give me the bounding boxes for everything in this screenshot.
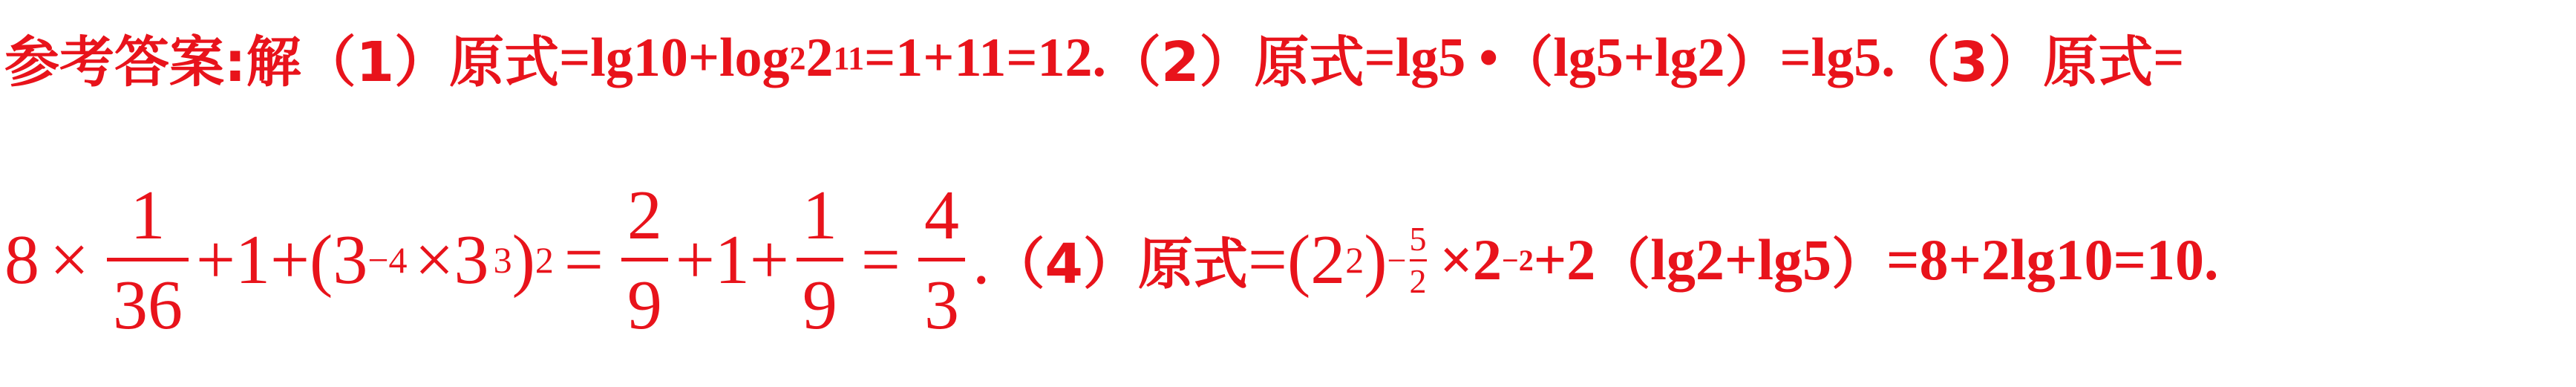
part-1-number: （1） bbox=[301, 30, 450, 94]
answer-label: 参考答案:解 bbox=[4, 30, 301, 94]
part-2-expr-b: lg5+lg2 bbox=[1553, 27, 1725, 88]
part-4-lparen: （ bbox=[1595, 232, 1651, 296]
exponent-fraction-numerator: 5 bbox=[1409, 219, 1427, 258]
part-4-expr-c: +2 bbox=[1533, 227, 1596, 292]
fraction-denominator: 9 bbox=[627, 266, 662, 344]
part-1-word: 原式 bbox=[449, 30, 560, 94]
part-2-word: 原式 bbox=[1254, 30, 1364, 94]
part-1-exponent: 11 bbox=[833, 39, 865, 77]
part-2-number: （2） bbox=[1106, 30, 1255, 94]
fraction-numerator: 4 bbox=[923, 176, 959, 254]
part-1-expr-b: 2 bbox=[805, 27, 834, 88]
part-4-exponent: −2 bbox=[1501, 243, 1534, 277]
period: . bbox=[972, 221, 990, 299]
plus-one-paren: +1+(3 bbox=[196, 221, 368, 299]
part-3-number: （3） bbox=[1895, 30, 2044, 94]
times-sign: × bbox=[50, 221, 90, 299]
part-2-expr-c: =lg5. bbox=[1779, 27, 1895, 88]
fraction-denominator: 9 bbox=[802, 266, 837, 344]
part-3-equals: = bbox=[2153, 27, 2185, 88]
fraction-numerator: 1 bbox=[802, 176, 837, 254]
fraction-2-9 bbox=[621, 176, 668, 344]
part-2-lparen: （ bbox=[1498, 30, 1554, 94]
part-4-neg-sign: − bbox=[1387, 241, 1407, 279]
equals-2: = bbox=[860, 221, 900, 299]
part-4-rparen: ） bbox=[1831, 232, 1887, 296]
part-1-log-base: 2 bbox=[789, 39, 806, 77]
exponent-3: 3 bbox=[493, 239, 512, 281]
part-4-expr-a: =(2 bbox=[1247, 221, 1346, 299]
eight: 8 bbox=[4, 221, 39, 299]
part-4-times-two: ×2 bbox=[1439, 227, 1502, 292]
equals-1: = bbox=[563, 221, 604, 299]
fraction-numerator: 2 bbox=[627, 176, 662, 254]
part-4-number: （4） bbox=[990, 232, 1138, 296]
fraction-denominator: 3 bbox=[923, 266, 959, 344]
fraction-4-3 bbox=[918, 176, 965, 344]
exponent-fraction-bar bbox=[1410, 259, 1427, 261]
exponent-fraction-denominator: 2 bbox=[1409, 261, 1427, 300]
part-4-exponent-fraction bbox=[1409, 219, 1427, 300]
answer-line-2 bbox=[4, 160, 2219, 360]
part-4-expr-b: ) bbox=[1364, 221, 1387, 299]
fraction-1-36 bbox=[107, 176, 189, 344]
part-4-expr-e: =8+2lg10=10. bbox=[1886, 227, 2219, 292]
exponent-neg4: −4 bbox=[367, 239, 408, 281]
part-2-expr-a: =lg5 bbox=[1364, 27, 1466, 88]
part-3-word: 原式 bbox=[2043, 30, 2154, 94]
part-4-inner-exponent: 2 bbox=[1345, 239, 1364, 281]
fraction-1-9 bbox=[797, 176, 843, 344]
part-1-expr-c: =1+11=12. bbox=[864, 27, 1107, 88]
part-2-dot: • bbox=[1479, 27, 1499, 88]
plus-one-plus: +1+ bbox=[675, 221, 789, 299]
part-2-rparen: ） bbox=[1725, 30, 1780, 94]
times-three: ×3 bbox=[414, 221, 489, 299]
part-4-word: 原式 bbox=[1137, 232, 1248, 296]
right-paren: ) bbox=[511, 221, 535, 299]
answer-line-1 bbox=[4, 13, 2184, 103]
fraction-denominator: 36 bbox=[113, 266, 183, 344]
part-4-expr-d: lg2+lg5 bbox=[1650, 227, 1832, 292]
part-1-expr-a: =lg10+log bbox=[559, 27, 790, 88]
exponent-2: 2 bbox=[535, 239, 554, 281]
fraction-numerator: 1 bbox=[130, 176, 166, 254]
